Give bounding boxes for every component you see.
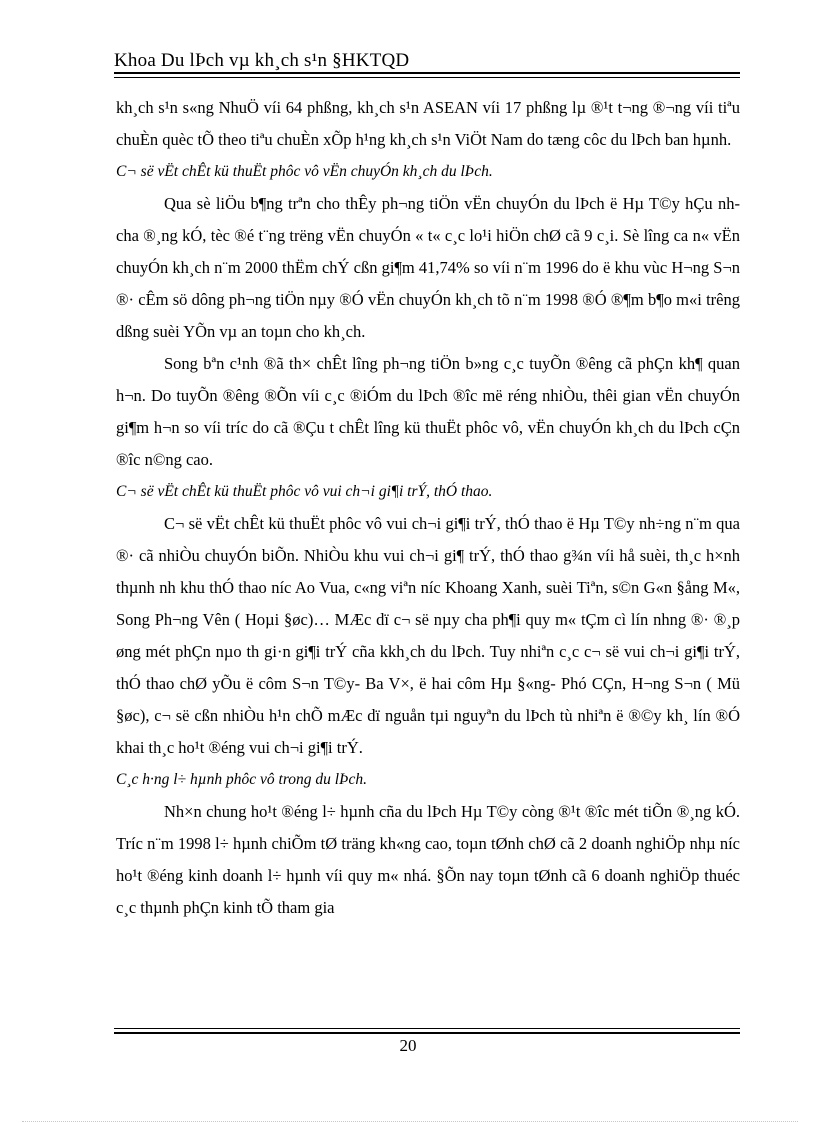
header-rule-thin [114,77,740,78]
paragraph: Nh×n chung ho¹t ®éng l÷ hµnh cña du lÞch Hµ T©y còng ®¹t ®îc mét tiÕn ®¸ng kÓ. Tríc n¨m 1998 l÷ hµnh chiÕm tØ träng kh«ng cao, toµn tØnh chØ cã 2 doanh nghiÖp nhµ níc ho¹t ®éng kinh doanh l÷ hµnh víi quy m« nhá. §Õn nay toµn tØnh cã 6 doanh nghiÖp thuéc c¸c thµnh phÇn kinh tÕ tham gia [116,802,740,917]
paragraph: Song bªn c¹nh ®ã th× chÊt lîng ph¬ng tiÖn b»ng c¸c tuyÕn ®êng cã phÇn kh¶ quan h¬n. Do tuyÕn ®êng ®Õn víi c¸c ®iÓm du lÞch ®îc më réng nhiÒu, thêi gian vËn chuyÓn gi¶m h¬n so víi tríc do cã ®Çu t chÊt lîng kü thuËt phôc vô, vËn chuyÓn kh¸ch du lÞch cÇn ®îc n©ng cao. [116,354,740,469]
section-heading: C¬ së vËt chÊt kü thuËt phôc vô vËn chuyÓn kh¸ch du lÞch. [116,163,493,180]
paragraph: C¬ së vËt chÊt kü thuËt phôc vô vui ch¬i gi¶i trÝ, thÓ thao ë Hµ T©y nh÷ng n¨m qua ®· cã nhiÒu chuyÓn biÕn. NhiÒu khu vui ch¬i gi¶ trÝ, thÓ thao g¾n víi hå suèi, th¸c h×nh thµnh nh khu thÓ thao níc Ao Vua, c«ng viªn níc Khoang Xanh, suèi Tiªn, s©n G«n §ång M«, Song Ph¬ng Vên ( Hoµi §øc)… MÆc dï c¬ së nµy cha ph¶i quy m« tÇm cì lín nhng ®· ®¸p øng mét phÇn nµo th gi·n gi¶i trÝ cña kkh¸ch du lÞch. Tuy nhiªn c¸c c¬ së vui ch¬i gi¶i trÝ, thÓ thao chØ yÕu ë côm S¬n T©y- Ba V×, ë hai côm Hµ §«ng- Phó CÇn, H¬ng S¬n ( Mü §øc), c¬ së cßn nhiÒu h¹n chÕ mÆc dï nguån tµi nguyªn du lÞch tù nhiªn ë ®©y kh¸ lín ®Ó khai th¸c ho¹t ®éng vui ch¬i gi¶i trÝ. [116,514,740,757]
footer-rule-thick [114,1032,740,1034]
section-heading: C¬ së vËt chÊt kü thuËt phôc vô vui ch¬i gi¶i trÝ, thÓ thao. [116,483,493,500]
document-body [116,92,740,924]
footer-rule-thin [114,1028,740,1029]
running-header: Khoa Du lÞch vµ kh¸ch s¹n §HKTQD [114,50,410,71]
page-number: 20 [399,1036,417,1055]
paragraph: Qua sè liÖu b¶ng trªn cho thÊy ph¬ng tiÖn vËn chuyÓn du lÞch ë Hµ T©y hÇu nh cha ®¸ng kÓ, tèc ®é t¨ng trëng vËn chuyÓn « t« c¸c lo¹i hiÖn chØ cã 9 c¸i. Sè lîng ca n« vËn chuyÓn kh¸ch n¨m 2000 thËm chÝ cßn gi¶m 41,74% so víi n¨m 1996 do ë khu vùc H¬ng S¬n ®· cÊm sö dông ph¬ng tiÖn nµy ®Ó vËn chuyÓn kh¸ch tõ n¨m 1998 ®Ó ®¶m b¶o m«i trêng dßng suèi YÕn vµ an toµn cho kh¸ch. [116,194,740,341]
section-heading: C¸c h·ng l÷ hµnh phôc vô trong du lÞch. [116,771,368,788]
paragraph: kh¸ch s¹n s«ng NhuÖ víi 64 phßng, kh¸ch s¹n ASEAN víi 17 phßng lµ ®¹t t¬ng ®¬ng víi tiªu chuÈn quèc tÕ theo tiªu chuÈn xÕp h¹ng kh¸ch s¹n ViÖt Nam do tæng côc du lÞch ban hµnh. [116,98,740,149]
header-rule-thick [114,72,740,74]
page-edge-divider [22,1121,798,1122]
